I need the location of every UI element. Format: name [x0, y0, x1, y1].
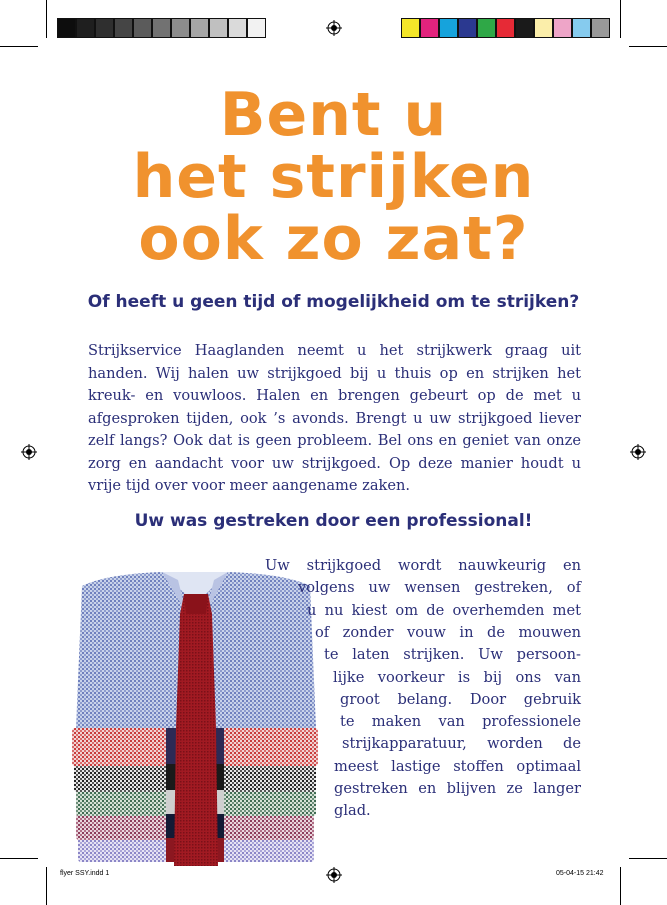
- crop-mark: [0, 858, 38, 859]
- color-swatch: [57, 18, 76, 38]
- color-swatch: [515, 18, 534, 38]
- slug-date: 05-04-15 21:42: [556, 870, 604, 877]
- color-bar: [401, 18, 610, 38]
- intro-paragraph: Strijkservice Haaglanden neemt u het strijkwerk graag uit handen. Wij halen uw strijkgoed bij u thuis op en strijken het kreuk- en vouwloos. Halen en brengen gebeurt op de met u afgesproken tijden, ook ’s avonds. Brengt u uw strijkgoed liever zelf langs? Ook dat is geen probleem. Bel ons en geniet van onze zorg en aandacht voor uw strijkgoed. Op deze manier houdt u vrije tijd over voor meer aangename zaken.: [88, 342, 581, 494]
- registration-mark-icon: [630, 444, 646, 460]
- body-text-line: glad.: [334, 802, 371, 820]
- headline: [0, 80, 667, 274]
- crop-mark: [620, 867, 621, 905]
- registration-mark-icon: [326, 20, 342, 36]
- headline-line-2: het strijken: [132, 142, 535, 212]
- color-swatch: [133, 18, 152, 38]
- color-swatch: [439, 18, 458, 38]
- body-text-line: gestreken en blijven ze langer: [334, 780, 581, 797]
- color-swatch: [152, 18, 171, 38]
- color-swatch: [591, 18, 610, 38]
- color-swatch: [401, 18, 420, 38]
- body-text-line: lijke voorkeur is bij ons van: [333, 668, 581, 686]
- color-swatch: [534, 18, 553, 38]
- headline-line-1: Bent u: [219, 80, 448, 150]
- registration-mark-icon: [326, 867, 342, 883]
- body-text-line: Uw strijkgoed wordt nauwkeurig en: [265, 557, 581, 574]
- headline-line-3: ook zo zat?: [138, 204, 529, 274]
- registration-mark-icon: [21, 444, 37, 460]
- crop-mark: [629, 858, 667, 859]
- body-text-line: te maken van professionele: [340, 713, 581, 731]
- color-swatch: [114, 18, 133, 38]
- crop-mark: [46, 0, 47, 38]
- crop-mark: [46, 867, 47, 905]
- color-swatch: [171, 18, 190, 38]
- body-text-line: groot belang. Door gebruik: [340, 690, 581, 708]
- crop-mark: [629, 46, 667, 47]
- body-text-line: u nu kiest om de overhemden met: [307, 601, 581, 619]
- slug-filename: flyer SSY.indd 1: [60, 870, 110, 877]
- color-swatch: [420, 18, 439, 38]
- color-swatch: [477, 18, 496, 38]
- color-swatch: [190, 18, 209, 38]
- color-swatch: [95, 18, 114, 38]
- body-text-line: volgens uw wensen gestreken, of: [298, 579, 581, 597]
- color-swatch: [572, 18, 591, 38]
- color-swatch: [76, 18, 95, 38]
- body-text-line: te laten strijken. Uw persoon-: [324, 646, 581, 664]
- color-swatch: [247, 18, 266, 38]
- subheading-no-time: Of heeft u geen tijd of mogelijkheid om te strijken?: [87, 292, 580, 312]
- shirt-stack-image: [66, 568, 324, 866]
- color-swatch: [553, 18, 572, 38]
- grayscale-bar: [57, 18, 266, 38]
- body-text-line: strijkapparatuur, worden de: [342, 735, 581, 753]
- color-swatch: [458, 18, 477, 38]
- color-swatch: [496, 18, 515, 38]
- body-text-line: meest lastige stoffen optimaal: [334, 757, 581, 775]
- crop-mark: [0, 46, 38, 47]
- color-swatch: [228, 18, 247, 38]
- body-text-line: of zonder vouw in de mouwen: [315, 623, 581, 641]
- subheading-professional: Uw was gestreken door een professional!: [134, 511, 533, 531]
- crop-mark: [620, 0, 621, 38]
- color-swatch: [209, 18, 228, 38]
